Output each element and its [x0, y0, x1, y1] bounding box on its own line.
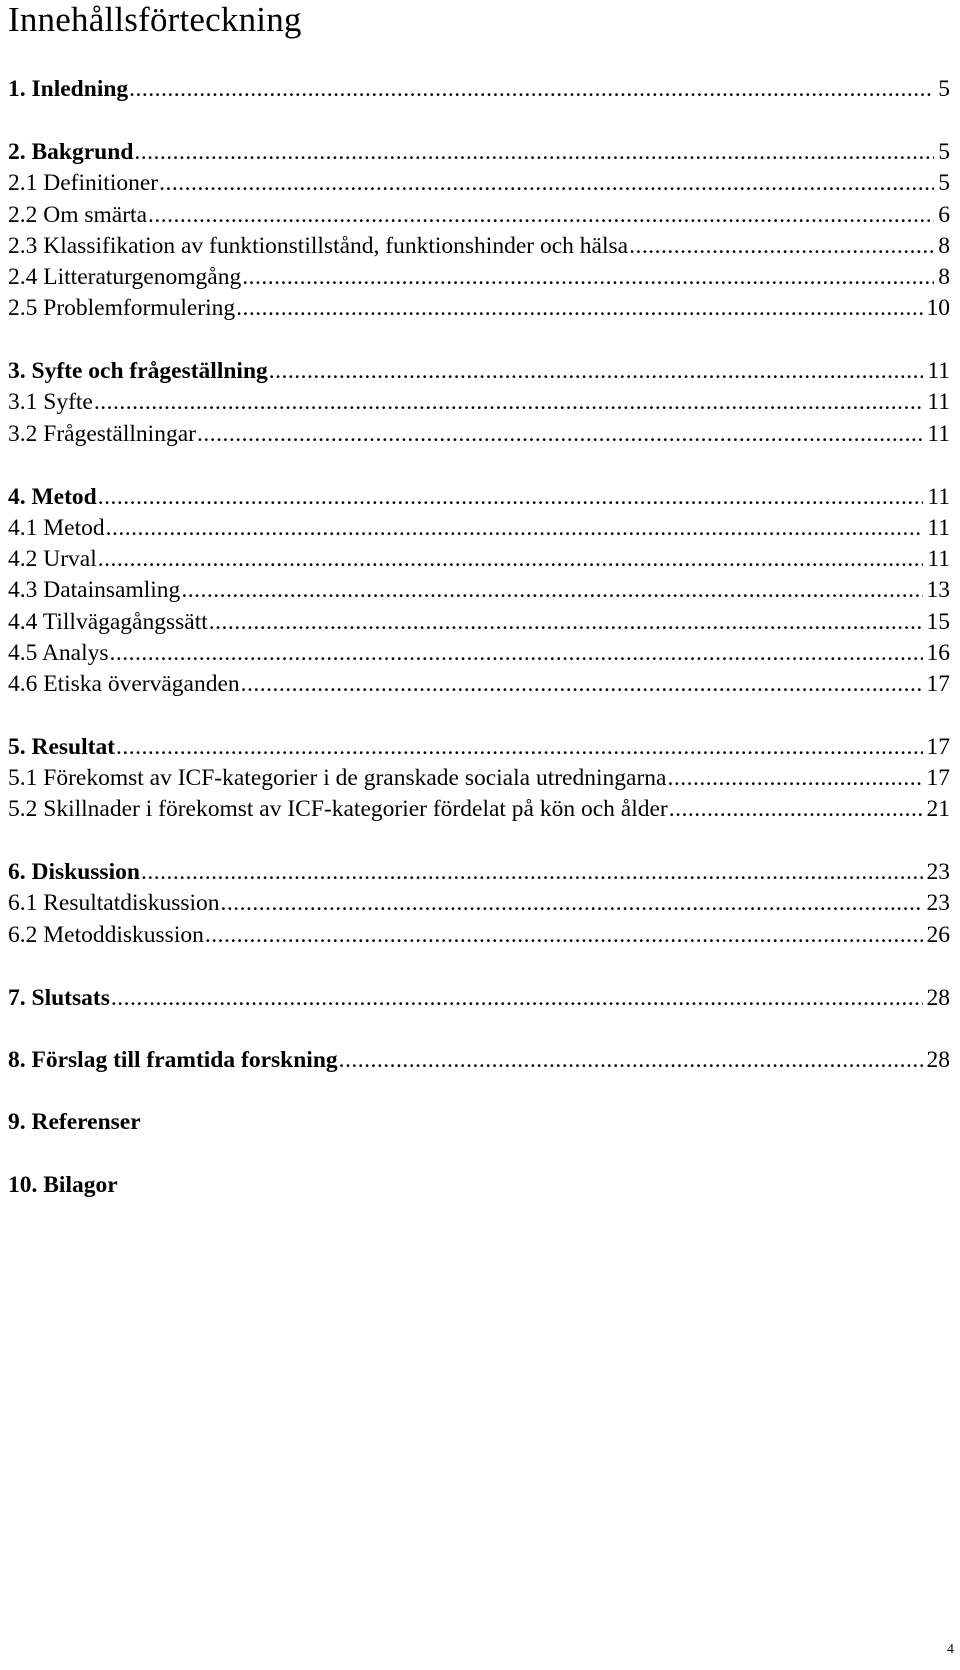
toc-entry-page-number: 8	[938, 264, 950, 290]
toc-entry-label: 2. Bakgrund	[8, 139, 134, 165]
toc-entry-slutsats[interactable]	[8, 983, 958, 1013]
toc-entry-inledning[interactable]	[8, 74, 958, 104]
toc-entry-label: 5.1 Förekomst av ICF-kategorier i de granskade sociala utredningarna	[8, 765, 667, 791]
toc-dot-leader	[339, 1045, 923, 1075]
toc-dot-leader	[148, 200, 934, 230]
toc-entry-label: 6.1 Resultatdiskussion	[8, 890, 220, 916]
toc-entry-label: 3.1 Syfte	[8, 389, 93, 415]
toc-entry-definitioner[interactable]	[8, 168, 958, 198]
toc-entry-label: 5.2 Skillnader i förekomst av ICF-kategorier fördelat på kön och ålder	[8, 796, 668, 822]
toc-entry-label: 6.2 Metoddiskussion	[8, 922, 204, 948]
toc-entry-label: 2.2 Om smärta	[8, 202, 148, 228]
toc-dot-leader	[197, 419, 923, 449]
toc-entry-label: 4.1 Metod	[8, 515, 105, 541]
toc-entry-label: 5. Resultat	[8, 734, 116, 760]
toc-entry-label: 4.2 Urval	[8, 546, 97, 572]
toc-entry-page-number: 6	[938, 202, 950, 228]
toc-entry-label: 6. Diskussion	[8, 859, 140, 885]
toc-entry-label: 7. Slutsats	[8, 985, 110, 1011]
toc-entry-label: 4.5 Analys	[8, 640, 109, 666]
toc-entry-page-number: 15	[926, 609, 950, 635]
toc-entry-label: 2.3 Klassifikation av funktionstillstånd, funktionshinder och hälsa	[8, 233, 629, 259]
toc-entry-bilagor[interactable]	[8, 1170, 958, 1200]
toc-entry-label: 3. Syfte och frågeställning	[8, 358, 268, 384]
toc-entry-label: 4. Metod	[8, 484, 97, 510]
toc-entry-label: 3.2 Frågeställningar	[8, 421, 196, 447]
toc-entry-urval[interactable]	[8, 544, 958, 574]
toc-entry-litteraturgenomgang[interactable]	[8, 262, 958, 292]
toc-entry-page-number: 21	[926, 796, 950, 822]
toc-entry-metod[interactable]	[8, 513, 958, 543]
toc-entry-label: 2.5 Problemformulering	[8, 295, 236, 321]
toc-entry-page-number: 23	[926, 859, 950, 885]
toc-entry-label: 2.4 Litteraturgenomgång	[8, 264, 242, 290]
page-number: 4	[947, 1642, 954, 1657]
toc-dot-leader	[98, 544, 924, 574]
toc-entry-label: 8. Förslag till framtida forskning	[8, 1047, 338, 1073]
toc-entry-problemformulering[interactable]	[8, 293, 958, 323]
toc-entry-bakgrund[interactable]	[8, 137, 958, 167]
toc-dot-leader	[205, 920, 923, 950]
toc-entry-page-number: 5	[938, 76, 950, 102]
toc-entry-page-number: 28	[926, 985, 950, 1011]
toc-entry-label: 1. Inledning	[8, 76, 129, 102]
toc-entry-klassifikation[interactable]	[8, 231, 958, 261]
toc-dot-leader	[98, 482, 924, 512]
toc-entry-label: 9. Referenser	[8, 1109, 141, 1135]
toc-entry-page-number: 11	[927, 484, 950, 510]
toc-entry-metoddiskussion[interactable]	[8, 920, 958, 950]
toc-entry-resultatdiskussion[interactable]	[8, 888, 958, 918]
toc-entry-page-number: 13	[926, 577, 950, 603]
toc-dot-leader	[236, 293, 922, 323]
toc-entry-label: 4.4 Tillvägagångssätt	[8, 609, 208, 635]
toc-entry-forekomst[interactable]	[8, 763, 958, 793]
toc-entry-metod-chapter[interactable]	[8, 482, 958, 512]
toc-dot-leader	[129, 74, 934, 104]
toc-dot-leader	[116, 732, 922, 762]
toc-entry-label: 4.6 Etiska överväganden	[8, 671, 240, 697]
toc-dot-leader	[111, 983, 923, 1013]
toc-dot-leader	[242, 262, 934, 292]
toc-entry-page-number: 11	[927, 389, 950, 415]
toc-dot-leader	[209, 607, 923, 637]
toc-entry-fragestallningar[interactable]	[8, 419, 958, 449]
toc-heading: Innehållsförteckning	[8, 0, 302, 39]
toc-entry-page-number: 5	[938, 170, 950, 196]
toc-entry-resultat[interactable]	[8, 732, 958, 762]
toc-dot-leader	[629, 231, 934, 261]
toc-entry-page-number: 5	[938, 139, 950, 165]
toc-entry-skillnader[interactable]	[8, 794, 958, 824]
toc-entry-datainsamling[interactable]	[8, 575, 958, 605]
toc-entry-page-number: 11	[927, 358, 950, 384]
toc-entry-forslag[interactable]	[8, 1045, 958, 1075]
toc-entry-label: 10. Bilagor	[8, 1172, 118, 1198]
toc-entry-page-number: 10	[926, 295, 950, 321]
toc-dot-leader	[667, 763, 922, 793]
toc-entry-diskussion[interactable]	[8, 857, 958, 887]
toc-entry-page-number: 16	[926, 640, 950, 666]
toc-entry-om-smarta[interactable]	[8, 200, 958, 230]
toc-entry-etiska-overvaganden[interactable]	[8, 669, 958, 699]
toc-entry-page-number: 17	[926, 671, 950, 697]
toc-entry-page-number: 28	[926, 1047, 950, 1073]
toc-entry-tillvagagangssatt[interactable]	[8, 607, 958, 637]
toc-entry-syfte[interactable]	[8, 387, 958, 417]
toc-entry-page-number: 23	[926, 890, 950, 916]
toc-dot-leader	[159, 168, 934, 198]
toc-entry-label: 4.3 Datainsamling	[8, 577, 181, 603]
toc-dot-leader	[221, 888, 923, 918]
toc-entry-label: 2.1 Definitioner	[8, 170, 159, 196]
toc-dot-leader	[134, 137, 934, 167]
toc-dot-leader	[106, 513, 924, 543]
toc-dot-leader	[110, 638, 923, 668]
toc-dot-leader	[241, 669, 923, 699]
toc-dot-leader	[141, 857, 923, 887]
toc-entry-page-number: 17	[926, 734, 950, 760]
toc-entry-page-number: 11	[927, 515, 950, 541]
toc-entry-analys[interactable]	[8, 638, 958, 668]
toc-entry-page-number: 26	[926, 922, 950, 948]
toc-dot-leader	[669, 794, 923, 824]
toc-entry-page-number: 11	[927, 546, 950, 572]
toc-dot-leader	[181, 575, 922, 605]
toc-entry-page-number: 17	[926, 765, 950, 791]
toc-entry-syfte-och-fragestallning[interactable]	[8, 356, 958, 386]
toc-entry-page-number: 8	[938, 233, 950, 259]
toc-entry-page-number: 11	[927, 421, 950, 447]
toc-entry-referenser[interactable]	[8, 1107, 958, 1137]
toc-dot-leader	[94, 387, 924, 417]
toc-dot-leader	[269, 356, 924, 386]
